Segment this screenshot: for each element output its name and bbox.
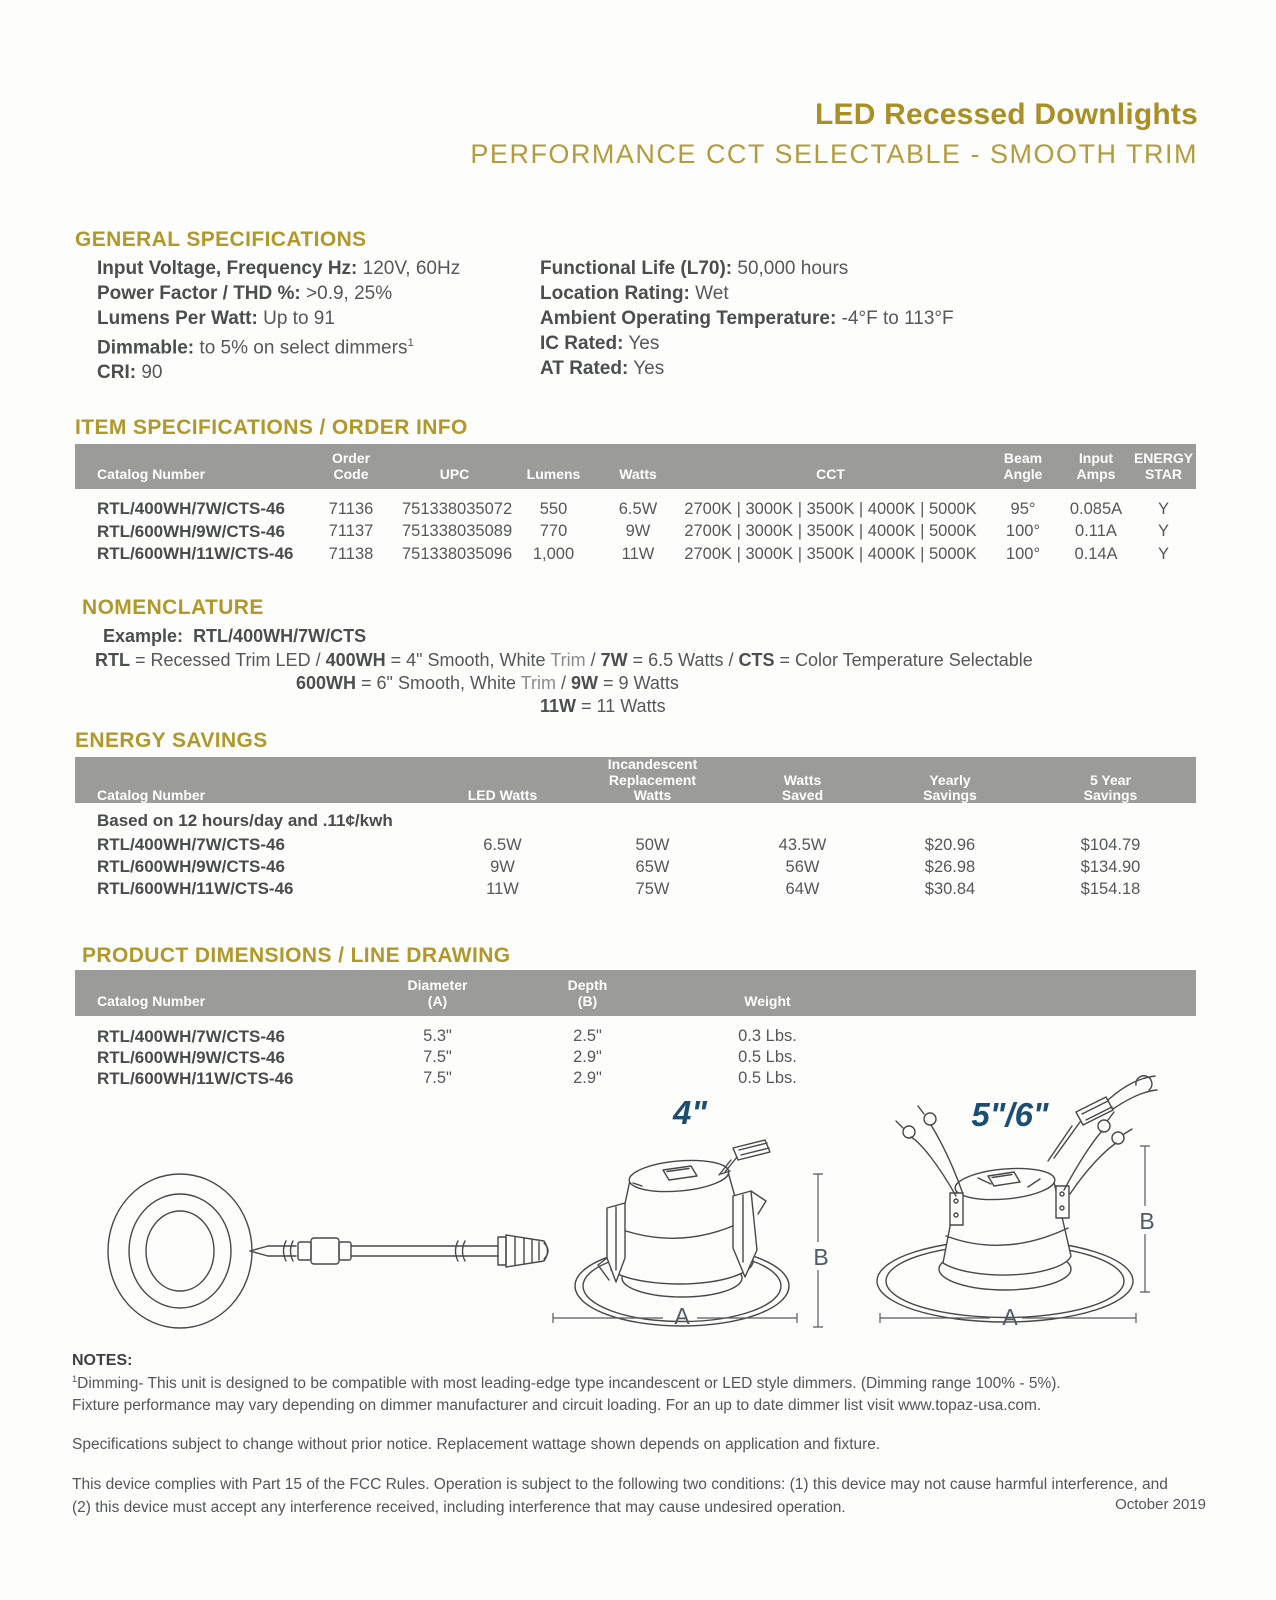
nomenclature-heading: NOMENCLATURE: [82, 596, 264, 619]
nomenclature-line-2: 600WH = 6" Smooth, White Trim / 9W = 9 Watts: [296, 673, 679, 693]
dimensions-table-header: [75, 970, 1196, 1016]
dim-label-b-4in: B: [813, 1244, 829, 1270]
col-diameter: Diameter (A): [407, 977, 468, 1009]
col-watts: Watts: [619, 465, 657, 482]
spec-line: Functional Life (L70): 50,000 hours: [540, 258, 849, 279]
col-5-year-savings: 5 Year Savings: [1083, 771, 1138, 803]
spec-line: IC Rated: Yes: [540, 333, 660, 354]
page-title: LED Recessed Downlights: [814, 98, 1198, 131]
table-row: RTL/400WH/7W/CTS-46 5.3" 2.5" 0.3 Lbs.: [97, 1026, 797, 1046]
table-row: RTL/600WH/11W/CTS-46 11W 75W 64W $30.84 $154.18: [97, 879, 1141, 898]
note-fcc-line-1: This device complies with Part 15 of the FCC Rules. Operation is subject to the following two conditions: (1) this device may not cause harmful interference, and: [72, 1476, 1168, 1493]
footnote-marker: 1: [407, 337, 414, 349]
dim-label-a-5-6in: A: [1002, 1304, 1018, 1330]
col-input-amps: Input Amps: [1076, 450, 1116, 482]
col-energy-star: ENERGY STAR: [1133, 450, 1194, 482]
page-subtitle: PERFORMANCE CCT SELECTABLE - SMOOTH TRIM: [470, 139, 1198, 169]
spec-line: Lumens Per Watt: Up to 91: [97, 308, 335, 329]
general-specs-left-column: [97, 256, 460, 385]
drawing-size-label-4in: 4": [673, 1094, 707, 1131]
downlight-4in-line-drawing: [545, 1130, 837, 1330]
col-incandescent-watts: Incandescent Replacement Watts: [607, 756, 698, 803]
col-spacer: [870, 970, 1096, 1016]
table-row: RTL/600WH/9W/CTS-46 7.5" 2.9" 0.5 Lbs.: [97, 1047, 797, 1067]
spec-line: Input Voltage, Frequency Hz: 120V, 60Hz: [97, 258, 461, 279]
item-specs-table-header: [75, 444, 1196, 489]
col-depth: Depth (B): [567, 977, 608, 1009]
dim-label-b-5-6in: B: [1139, 1208, 1155, 1234]
spec-line: Ambient Operating Temperature: -4°F to 113°F: [540, 308, 954, 329]
table-row: RTL/600WH/9W/CTS-46 71137 751338035089 770 9W 2700K | 3000K | 3500K | 4000K | 5000K 100° 0.11A Y: [97, 521, 1169, 541]
item-specs-table-body: [75, 498, 1196, 566]
col-lumens: Lumens: [526, 465, 581, 482]
note-dimming-line-1: $^1$Dimming- This unit is designed to be compatible with most leading-edge type incandescent or LED style dimmers. (Dimming range 100% - 5%).: [72, 1374, 1061, 1393]
col-order-code: Order Code: [331, 450, 371, 482]
col-beam-angle: Beam Angle: [1003, 450, 1043, 482]
energy-savings-heading: ENERGY SAVINGS: [75, 729, 268, 752]
col-cct: CCT: [816, 465, 845, 482]
col-watts-saved: Watts Saved: [781, 771, 824, 803]
notes-heading: NOTES:: [72, 1352, 133, 1369]
general-specs-right-column: [540, 256, 954, 381]
col-weight: Weight: [744, 992, 791, 1009]
col-upc: UPC: [439, 465, 470, 482]
nomenclature-line-3: 11W = 11 Watts: [540, 696, 666, 716]
trim-and-socket-line-drawing: [100, 1163, 570, 1343]
spec-line: Power Factor / THD %: >0.9, 25%: [97, 283, 393, 304]
energy-table-header: [75, 757, 1196, 803]
spec-line: CRI: 90: [97, 362, 163, 384]
note-fcc-line-2: (2) this device must accept any interference received, including interference that may cause undesired operation.: [72, 1499, 846, 1516]
energy-table-body: [75, 834, 1196, 900]
product-dimensions-heading: PRODUCT DIMENSIONS / LINE DRAWING: [82, 944, 511, 967]
table-row: RTL/400WH/7W/CTS-46 71136 751338035072 550 6.5W 2700K | 3000K | 3500K | 4000K | 5000K 95° 0.085A Y: [97, 499, 1169, 519]
col-catalog-number: Catalog Number: [97, 992, 206, 1009]
table-row: RTL/600WH/9W/CTS-46 9W 65W 56W $26.98 $134.90: [97, 857, 1141, 876]
energy-basis-note: Based on 12 hours/day and .11¢/kwh: [97, 811, 393, 830]
downlight-5-6in-line-drawing: [858, 1068, 1160, 1328]
nomenclature-line-1: RTL = Recessed Trim LED / 400WH = 4" Smooth, White Trim / 7W = 6.5 Watts / CTS = Color Temperature Selectable: [95, 650, 1033, 670]
table-row: RTL/600WH/11W/CTS-46 7.5" 2.9" 0.5 Lbs.: [97, 1068, 797, 1088]
table-row: RTL/600WH/11W/CTS-46 71138 751338035096 1,000 11W 2700K | 3000K | 3500K | 4000K | 5000K 100° 0.14A Y: [97, 544, 1169, 564]
document-header: [470, 98, 1198, 170]
col-yearly-savings: Yearly Savings: [923, 771, 977, 803]
dim-label-a-4in: A: [674, 1303, 690, 1329]
col-catalog-number: Catalog Number: [97, 787, 206, 803]
spec-line: Dimmable: to 5% on select dimmers$^1$: [97, 337, 414, 359]
drawing-size-label-5-6in: 5"/6": [971, 1096, 1049, 1133]
nomenclature-example: Example: RTL/400WH/7W/CTS: [103, 626, 367, 646]
note-specifications: Specifications subject to change without prior notice. Replacement wattage shown depends on application and fixture.: [72, 1436, 881, 1453]
col-catalog-number: Catalog Number: [97, 465, 206, 482]
general-specs-heading: GENERAL SPECIFICATIONS: [75, 228, 367, 251]
col-led-watts: LED Watts: [467, 787, 538, 803]
item-specs-heading: ITEM SPECIFICATIONS / ORDER INFO: [75, 416, 468, 439]
footnote-marker: 1: [72, 1374, 78, 1384]
document-date: October 2019: [1115, 1496, 1206, 1513]
note-dimming-line-2: Fixture performance may vary depending on dimmer manufacturer and circuit loading. For an up to date dimmer list visit www.topaz-usa.com.: [72, 1397, 1042, 1414]
table-row: RTL/400WH/7W/CTS-46 6.5W 50W 43.5W $20.96 $104.79: [97, 835, 1141, 854]
spec-line: Location Rating: Wet: [540, 283, 729, 304]
spec-line: AT Rated: Yes: [540, 358, 665, 379]
